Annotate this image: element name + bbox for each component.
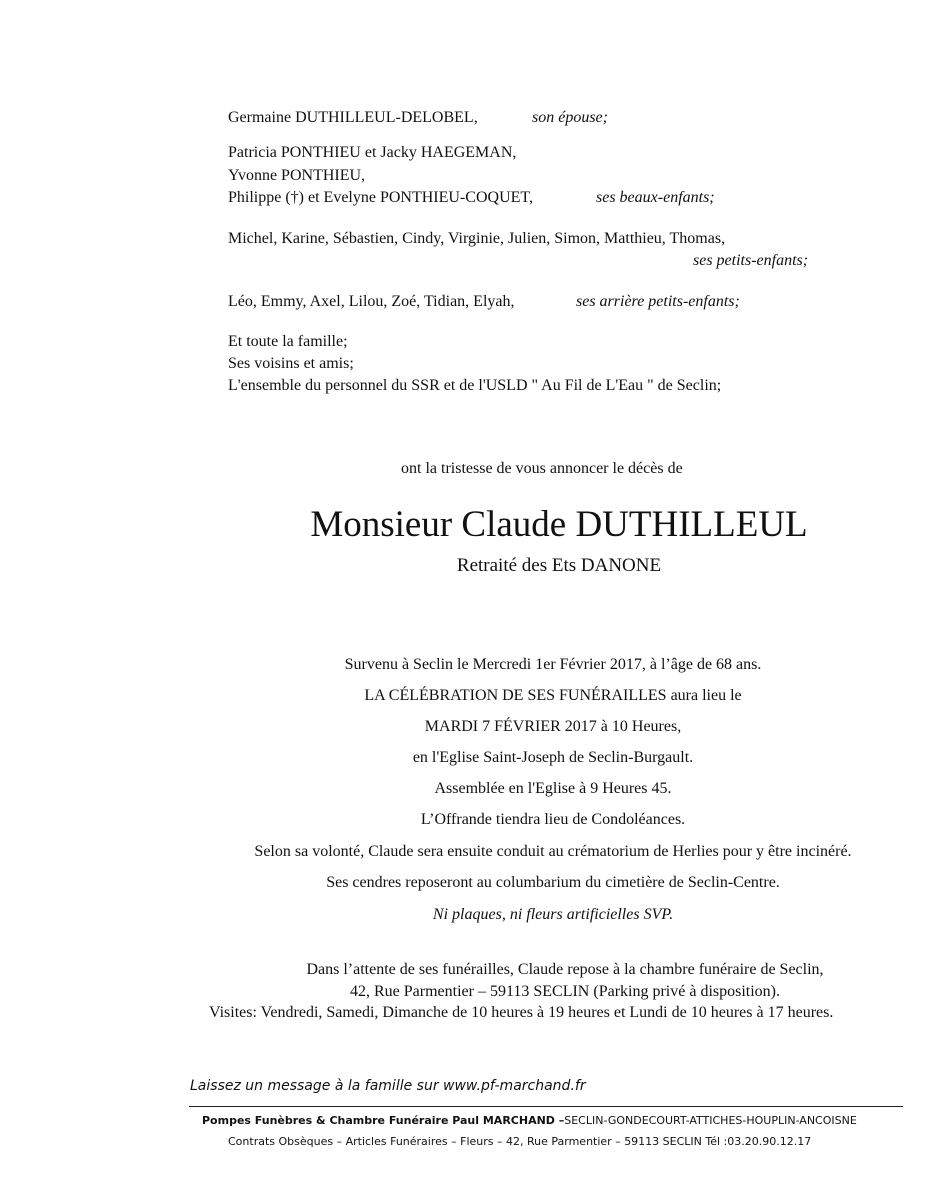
detail-line: en l'Eglise Saint-Joseph de Seclin-Burgault. xyxy=(412,749,694,766)
family-other-line: L'ensemble du personnel du SSR et de l'USLD " Au Fil de L'Eau " de Seclin; xyxy=(228,377,722,394)
family-other-line: Ses voisins et amis; xyxy=(228,355,354,372)
visitation-line: Dans l’attente de ses funérailles, Claude repose à la chambre funéraire de Seclin, xyxy=(306,961,824,978)
spouse-name: Germaine DUTHILLEUL-DELOBEL, xyxy=(228,109,478,126)
visitation-line: 42, Rue Parmentier – 59113 SECLIN (Parking privé à disposition). xyxy=(349,983,780,1000)
footer-divider xyxy=(189,1106,903,1107)
announcement-intro: ont la tristesse de vous annoncer le décès de xyxy=(401,460,683,477)
spouse-relation: son épouse; xyxy=(532,109,608,126)
step-child-line: Philippe (†) et Evelyne PONTHIEU-COQUET, xyxy=(228,189,533,206)
footer-locations: SECLIN-GONDECOURT-ATTICHES-HOUPLIN-ANCOISNE xyxy=(564,1114,857,1127)
step-children-relation: ses beaux-enfants; xyxy=(596,189,715,206)
step-child-line: Yvonne PONTHIEU, xyxy=(228,167,366,184)
great-grandchildren-names: Léo, Emmy, Axel, Lilou, Zoé, Tidian, Elyah, xyxy=(228,293,515,310)
message-link[interactable]: Laissez un message à la famille sur www.pf-marchand.fr xyxy=(190,1078,586,1094)
detail-line: Survenu à Seclin le Mercredi 1er Février 2017, à l’âge de 68 ans. xyxy=(344,656,762,673)
grandchildren-names: Michel, Karine, Sébastien, Cindy, Virginie, Julien, Simon, Matthieu, Thomas, xyxy=(228,230,726,247)
grandchildren-relation: ses petits-enfants; xyxy=(693,252,809,269)
flowers-note: Ni plaques, ni fleurs artificielles SVP. xyxy=(432,906,674,923)
footer-company: Pompes Funèbres & Chambre Funéraire Paul MARCHAND – xyxy=(202,1114,565,1127)
detail-line: Selon sa volonté, Claude sera ensuite conduit au crématorium de Herlies pour y être incinéré. xyxy=(254,843,852,860)
visitation-line: Visites: Vendredi, Samedi, Dimanche de 10 heures à 19 heures et Lundi de 10 heures à 17 heures. xyxy=(209,1004,834,1021)
detail-line: Assemblée en l'Eglise à 9 Heures 45. xyxy=(434,780,672,797)
deceased-subtitle: Retraité des Ets DANONE xyxy=(456,555,662,576)
step-child-line: Patricia PONTHIEU et Jacky HAEGEMAN, xyxy=(228,144,517,161)
great-grandchildren-relation: ses arrière petits-enfants; xyxy=(576,293,740,310)
detail-line: MARDI 7 FÉVRIER 2017 à 10 Heures, xyxy=(424,718,682,735)
deceased-name: Monsieur Claude DUTHILLEUL xyxy=(310,504,808,545)
footer-company-line xyxy=(202,1112,857,1130)
detail-line: LA CÉLÉBRATION DE SES FUNÉRAILLES aura lieu le xyxy=(364,687,742,704)
detail-line: Ses cendres reposeront au columbarium du cimetière de Seclin-Centre. xyxy=(326,874,780,891)
footer-services: Contrats Obsèques – Articles Funéraires – Fleurs – 42, Rue Parmentier – 59113 SECLIN Tél :03.20.90.12.17 xyxy=(228,1135,812,1148)
family-other-line: Et toute la famille; xyxy=(228,333,348,350)
detail-line: L’Offrande tiendra lieu de Condoléances. xyxy=(420,811,686,828)
